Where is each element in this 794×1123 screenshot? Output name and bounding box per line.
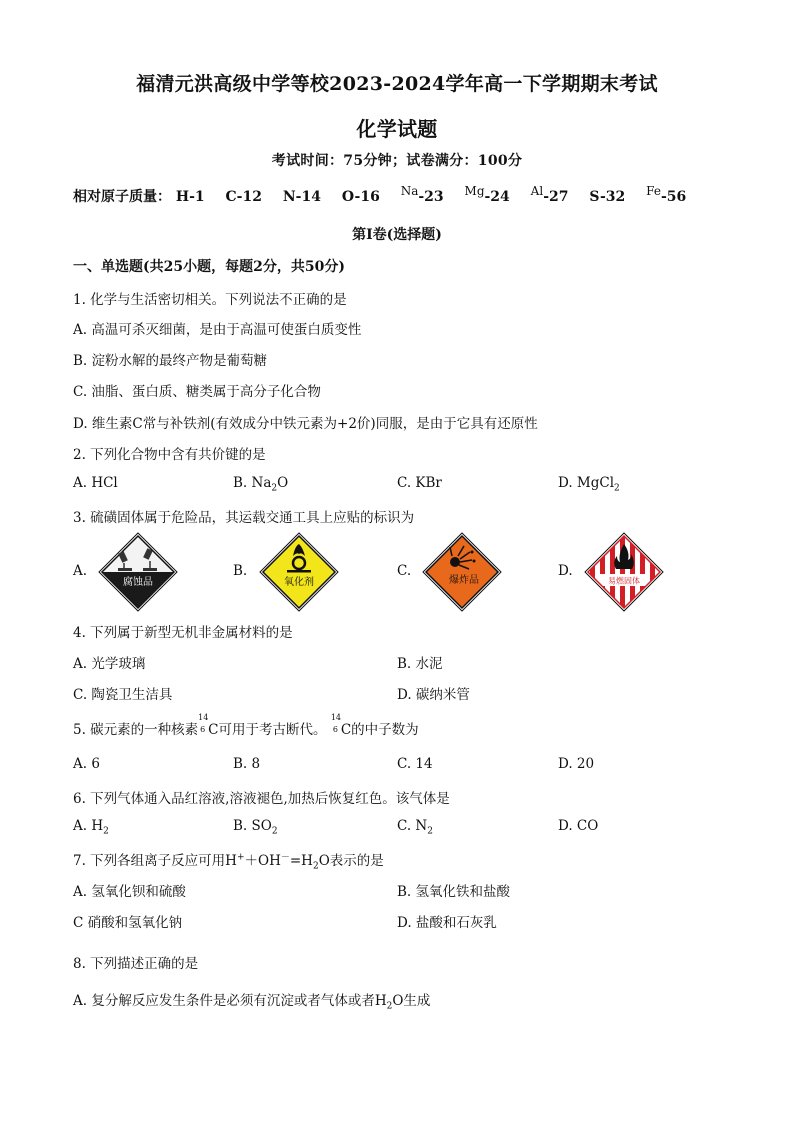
sign-label-explosive: 爆炸品 [449,575,479,586]
q2-stem: 2. 下列化合物中含有共价键的是 [73,447,266,463]
exam-info: 考试时间：75分钟；试卷满分：100分 [271,153,523,169]
exam-title: 福清元洪高级中学等校2023-2024学年高一下学期期末考试 [136,73,658,95]
q3-option-d-label: D. [558,563,573,579]
q6-option-c: C. $N_2$ [397,818,433,837]
q7-option-c: C 硝酸和氢氧化钠 [73,915,183,931]
sign-label-corrosive: 腐蚀品 [123,577,153,588]
q8-option-a: A. 复分解反应发生条件是必须有沉淀或者气体或者$H_2O$生成 [73,993,431,1012]
nuclide-notation-2: 14 6 [330,713,341,734]
q3-option-b-label: B. [233,563,248,579]
q1-option-a: A. 高温可杀灭细菌，是由于高温可使蛋白质变性 [73,322,362,338]
flammable-solid-sign-icon [584,532,664,612]
q1-option-d: D. 维生素C常与补铁剂(有效成分中铁元素为+2价)同服，是由于它具有还原性 [73,416,538,432]
q5-option-d: D. 20 [558,756,595,772]
mass-al: Al-27 [530,184,569,205]
q1-option-c: C. 油脂、蛋白质、糖类属于高分子化合物 [73,384,321,400]
q2-option-c: C. KBr [397,475,442,491]
q6-option-d: D. CO [558,818,599,834]
q7-option-a: A. 氢氧化钡和硫酸 [73,884,186,900]
q3-option-c-label: C. [397,563,412,579]
q2-option-a: A. HCl [73,475,118,491]
q4-option-a: A. 光学玻璃 [73,656,146,672]
q6-option-a: A. $H_2$ [73,818,109,837]
part-title: 第Ⅰ卷(选择题) [352,227,442,243]
mass-h: H-1 [175,189,205,205]
mass-o: O-16 [341,189,380,205]
oxidizer-sign-icon [259,532,339,612]
q4-stem: 4. 下列属于新型无机非金属材料的是 [73,625,293,641]
q5-stem: 5. 碳元素的一种核素 14 6 C可用于考古断代。 14 6 C的中子数为 [73,713,419,738]
atomic-masses-label: 相对原子质量： [73,189,171,205]
q6-option-b: B. $SO_2$ [233,818,278,837]
mass-s: S-32 [589,189,626,205]
q3-option-a-label: A. [73,563,88,579]
q2-option-b: B. $Na_2O$ [233,475,289,494]
q5-option-b: B. 8 [233,756,261,772]
mass-mg: Mg-24 [464,184,510,205]
section-title: 一、单选题(共25小题，每题2分，共50分) [73,259,345,275]
q7-option-d: D. 盐酸和石灰乳 [397,915,497,931]
sign-label-flammable-solid: 易燃固体 [608,576,640,586]
atomic-masses [73,186,702,206]
q5-option-a: A. 6 [73,756,100,772]
subject-title: 化学试题 [356,117,438,141]
nuclide-notation: 14 6 [198,713,209,734]
q2-option-d: D. MgCl$_2$ [558,475,620,494]
mass-na: Na-23 [400,184,444,205]
mass-c: C-12 [225,189,262,205]
q4-option-d: D. 碳纳米管 [397,687,470,703]
corrosive-sign-icon [98,532,178,612]
q1-option-b: B. 淀粉水解的最终产物是葡萄糖 [73,353,268,369]
q1-stem: 1. 化学与生活密切相关。下列说法不正确的是 [73,292,347,308]
q6-stem: 6. 下列气体通入品红溶液,溶液褪色,加热后恢复红色。该气体是 [73,791,450,807]
q7-option-b: B. 氢氧化铁和盐酸 [397,884,511,900]
q3-stem: 3. 硫磺固体属于危险品，其运载交通工具上应贴的标识为 [73,510,415,526]
q5-option-c: C. 14 [397,756,433,772]
q4-option-c: C. 陶瓷卫生洁具 [73,687,173,703]
q4-option-b: B. 水泥 [397,656,443,672]
q8-stem: 8. 下列描述正确的是 [73,956,199,972]
mass-fe: Fe-56 [646,184,687,205]
sign-label-oxidizer: 氧化剂 [284,577,314,588]
mass-n: N-14 [282,189,321,205]
explosive-sign-icon [422,532,502,612]
q7-stem: 7. 下列各组离子反应可用$H^++OH^-=H_2O$表示的是 [73,852,384,872]
